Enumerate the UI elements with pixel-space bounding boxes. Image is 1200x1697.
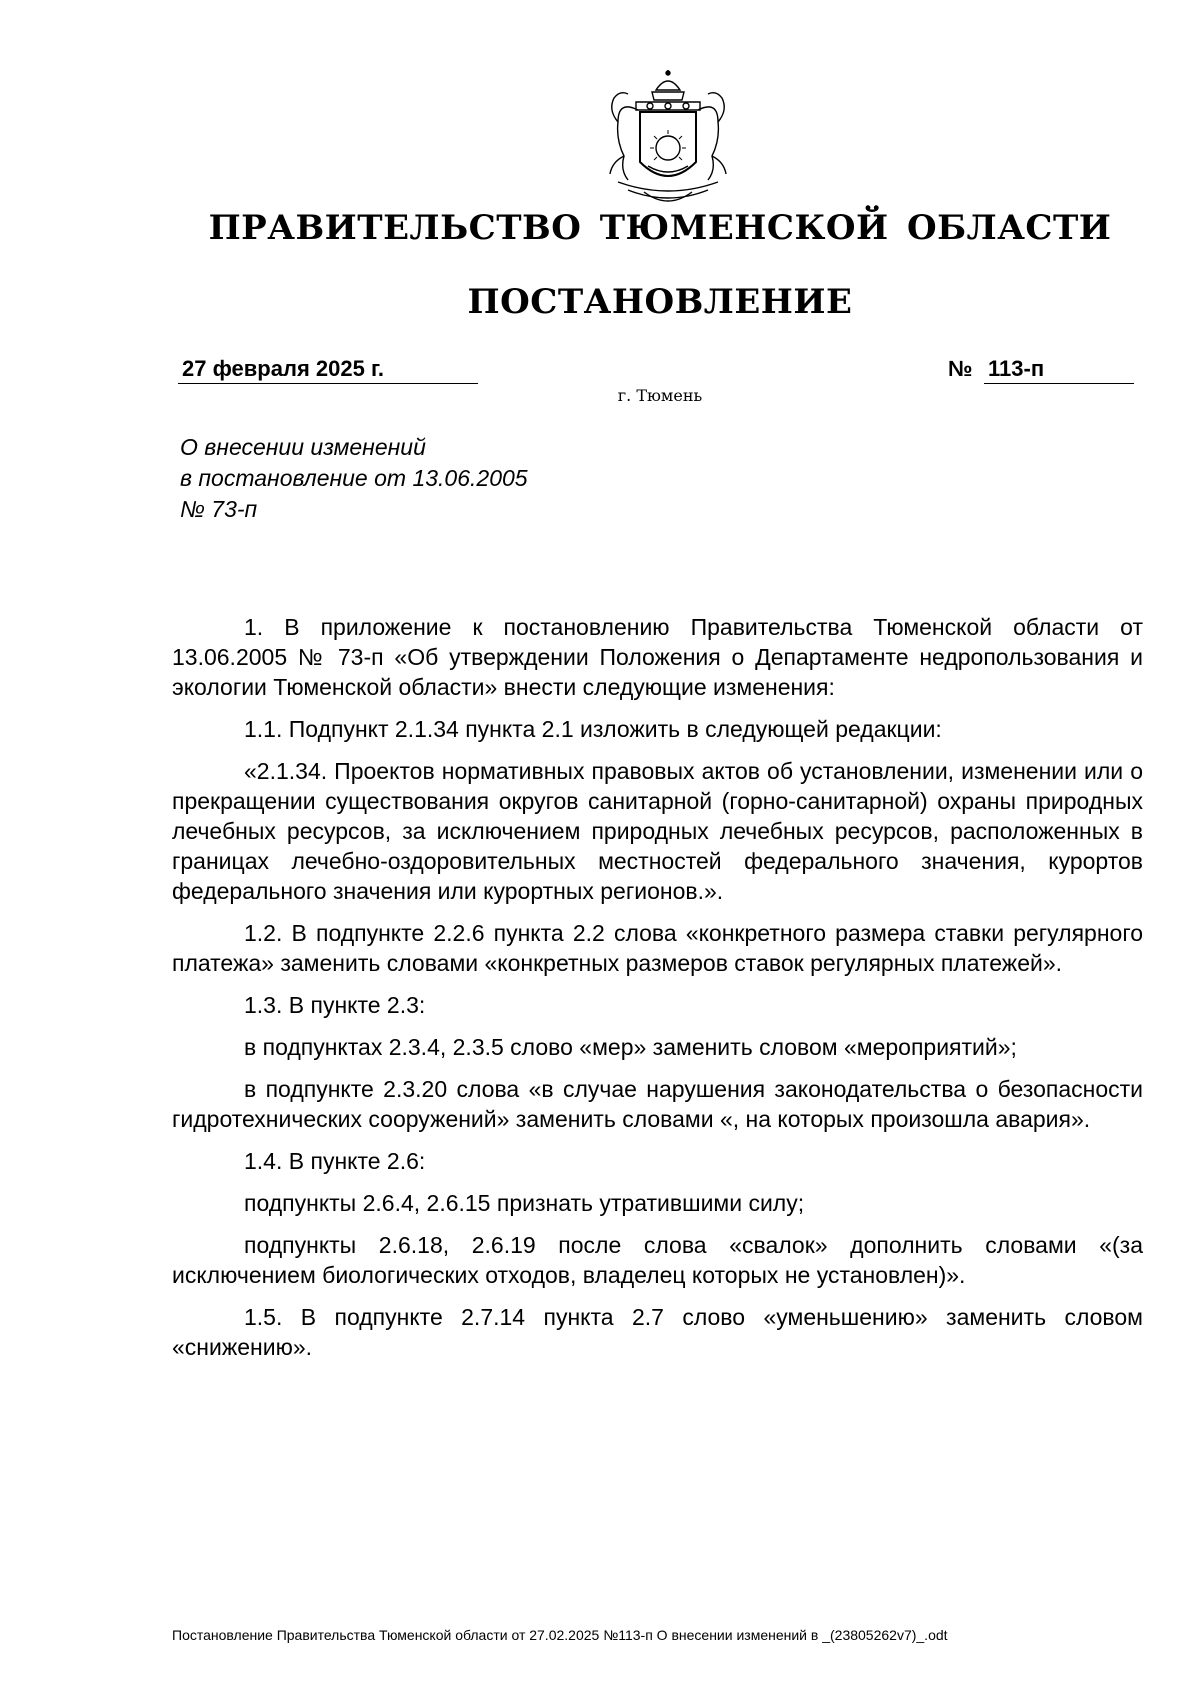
page-footer: Постановление Правительства Тюменской области от 27.02.2025 №113-п О внесении изменений в _(23805262v7)_.odt [172,1627,948,1643]
subject-line-1: О внесении изменений [180,434,426,460]
body-paragraph: 1.5. В подпункте 2.7.14 пункта 2.7 слово «уменьшению» заменить словом «снижению». [172,1304,1143,1360]
body-paragraph: в подпункте 2.3.20 слова «в случае нарушения законодательства о безопасности гидротехнических сооружений» заменить словами «, на которых произошла авария». [172,1076,1143,1132]
document-type-title: ПОСТАНОВЛЕНИЕ [467,282,853,322]
body-paragraph: 1.2. В подпункте 2.2.6 пункта 2.2 слова «конкретного размера ставки регулярного платежа» заменить словами «конкретных размеров ставок регулярных платежей». [172,920,1143,976]
government-title: ПРАВИТЕЛЬСТВО ТЮМЕНСКОЙ ОБЛАСТИ [208,208,1112,248]
number-sign: № [948,356,973,381]
body-paragraph: 1. В приложение к постановлению Правительства Тюменской области от 13.06.2005 № 73-п «Об утверждении Положения о Департаменте недропользования и экологии Тюменской области» внести следующие изменения: [172,614,1143,700]
body-paragraph: «2.1.34. Проектов нормативных правовых актов об установлении, изменении или о прекращении существования округов санитарной (горно-санитарной) охраны природных лечебных ресурсов, за исключением природных лечебных ресурсов, расположенных в границах лечебно-оздоровительных местностей федерального значения, курортов федерального значения или курортных регионов.». [172,758,1143,904]
document-body [172,612,1143,1374]
coat-of-arms-icon [588,70,748,210]
body-paragraph: в подпунктах 2.3.4, 2.3.5 слово «мер» заменить словом «мероприятий»; [244,1034,1017,1060]
body-paragraph: 1.3. В пункте 2.3: [244,992,426,1018]
document-subject [180,432,680,525]
document-date: 27 февраля 2025 г. [178,354,478,384]
city-name: г. Тюмень [617,386,703,405]
body-paragraph: 1.1. Подпункт 2.1.34 пункта 2.1 изложить в следующей редакции: [244,716,942,742]
document-number: 113-п [984,354,1134,384]
body-paragraph: подпункты 2.6.4, 2.6.15 признать утратившими силу; [244,1190,805,1216]
subject-line-3: № 73-п [180,496,258,522]
body-paragraph: подпункты 2.6.18, 2.6.19 после слова «свалок» дополнить словами «(за исключением биологических отходов, владелец которых не установлен)». [172,1232,1143,1288]
subject-line-2: в постановление от 13.06.2005 [180,465,528,491]
body-paragraph: 1.4. В пункте 2.6: [244,1148,426,1174]
